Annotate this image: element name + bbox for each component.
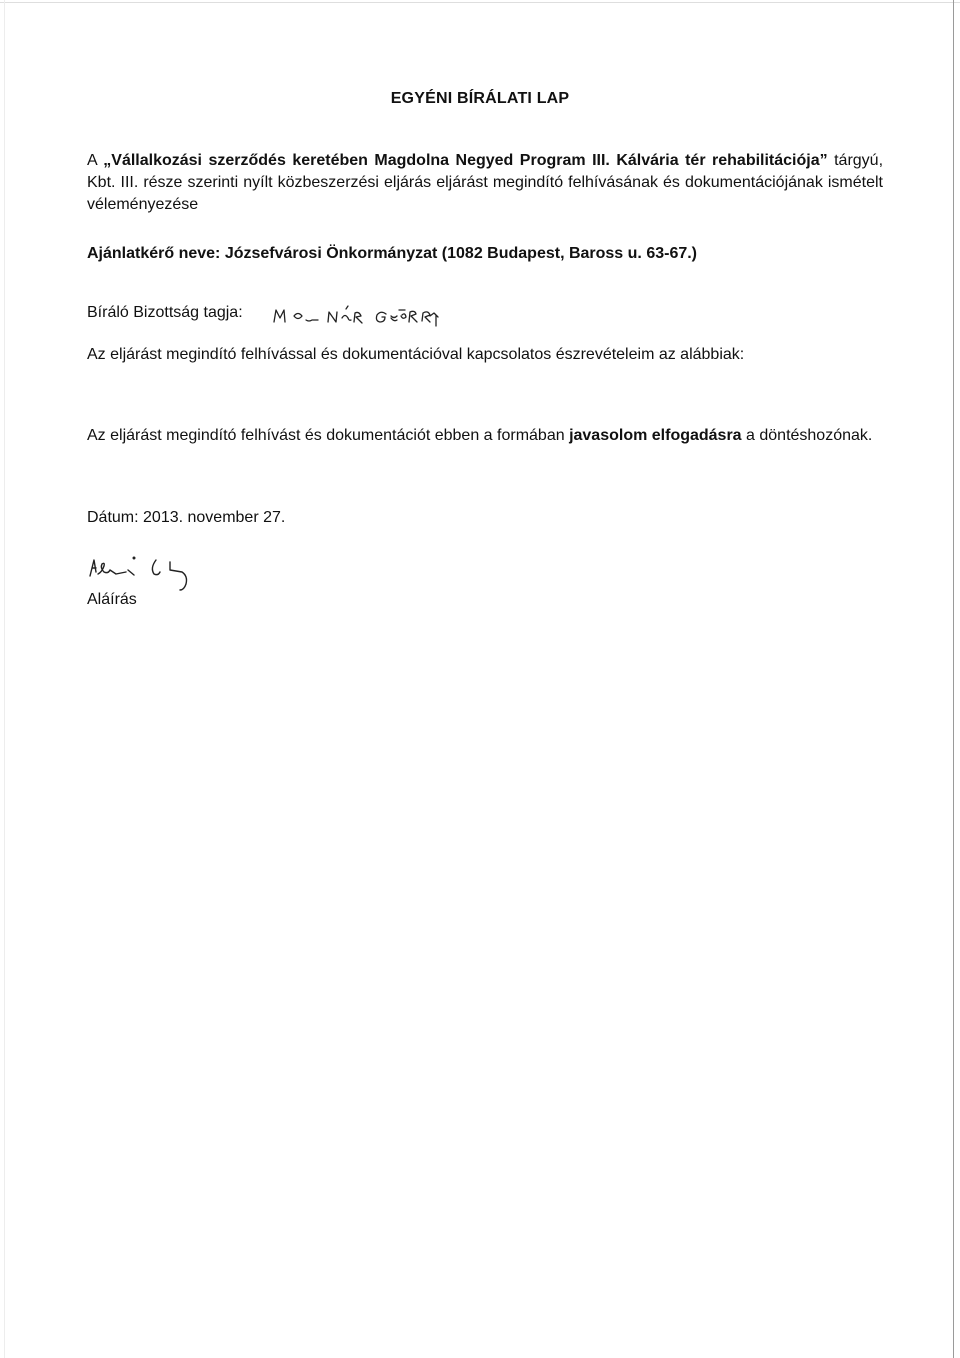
proposal-paragraph [87, 425, 883, 447]
scan-edge-top [0, 2, 960, 3]
intro-prefix: A [87, 152, 104, 169]
document-title: EGYÉNI BÍRÁLATI LAP [390, 90, 570, 107]
signature-label: Aláírás [87, 591, 137, 608]
scan-edge-right [953, 0, 954, 1358]
proposal-prefix: Az eljárást megindító felhívást és dokumentációt ebben a formában [87, 427, 570, 444]
committee-member-name-handwriting [270, 300, 490, 330]
notes-intro: Az eljárást megindító felhívással és dokumentációval kapcsolatos észrevételeim az alábbiak: [87, 346, 745, 363]
intro-paragraph [87, 150, 883, 216]
proposal-bold: javasolom elfogadásra [569, 427, 742, 444]
requester-line: Ajánlatkérő neve: Józsefvárosi Önkormányzat (1082 Budapest, Baross u. 63-67.) [87, 245, 698, 262]
intro-rest: tárgyú, Kbt. III. része szerinti nyílt közbeszerzési eljárás eljárást megindító felhívásának és dokumentációjának ismételt véleményezése [87, 152, 884, 213]
scan-edge-left [4, 0, 5, 1358]
intro-subject: „Vállalkozási szerződés keretében Magdolna Negyed Program III. Kálvária tér rehabilitációja” [103, 152, 828, 169]
committee-member-label: Bíráló Bizottság tagja: [87, 304, 243, 321]
date-line: Dátum: 2013. november 27. [87, 509, 286, 526]
proposal-suffix: a döntéshozónak. [741, 427, 873, 444]
